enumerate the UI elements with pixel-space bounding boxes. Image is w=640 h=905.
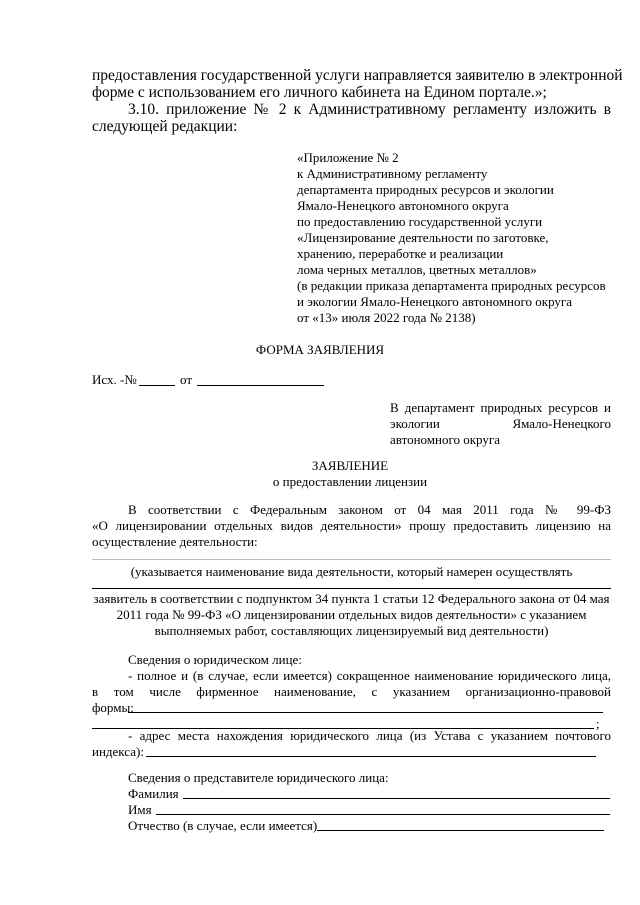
appendix-line-6: «Лицензирование деятельности по заготовке, xyxy=(297,230,549,245)
addressee-line-2a: экологии xyxy=(390,416,440,431)
appendix-line-10: и экологии Ямало-Ненецкого автономного округа xyxy=(297,294,573,309)
appendix-line-9: (в редакции приказа департамента природных ресурсов xyxy=(297,278,606,293)
appendix-line-2: к Административному регламенту xyxy=(297,166,488,181)
appendix-line-1: «Приложение № 2 xyxy=(297,150,399,165)
ref-prefix: Исх. -№ xyxy=(92,372,137,387)
addressee-line-1: В департамент природных ресурсов и xyxy=(390,400,611,415)
statement-title: ЗАЯВЛЕНИЕ xyxy=(311,458,389,473)
appendix-line-4: Ямало-Ненецкого автономного округа xyxy=(297,198,509,213)
activity-hint-2-line-2: 2011 года № 99-ФЗ «О лицензировании отдельных видов деятельности» с указанием xyxy=(116,607,587,622)
representative-name-label: Имя xyxy=(128,802,152,817)
representative-name-field[interactable] xyxy=(156,814,610,815)
statement-para-line-2: «О лицензировании отдельных видов деятельности» прошу предоставить лицензию на xyxy=(92,518,611,533)
appendix-line-11: от «13» июля 2022 года № 2138) xyxy=(297,310,476,325)
intro-line-1: предоставления государственной услуги направляется заявителю в электронной xyxy=(92,67,623,84)
representative-heading: Сведения о представителе юридического лица: xyxy=(128,770,389,785)
addressee-line-2b: Ямало-Ненецкого xyxy=(512,416,611,431)
addressee-line-3: автономного округа xyxy=(390,432,500,447)
statement-para-line-1: В соответствии с Федеральным законом от 04 мая 2011 года № 99-ФЗ xyxy=(128,502,611,517)
statement-subtitle: о предоставлении лицензии xyxy=(272,474,428,489)
activity-hint-2-line-3: выполняемых работ, составляющих лицензируемый вид деятельности) xyxy=(154,623,549,638)
appendix-line-7: хранению, переработке и реализации xyxy=(297,246,504,261)
intro-line-4: следующей редакции: xyxy=(92,118,238,135)
legal-entity-name-line-2: в том числе фирменное наименование, с указанием организационно-правовой xyxy=(92,684,611,699)
legal-entity-name-field-1[interactable] xyxy=(128,712,603,713)
legal-entity-name-line-3: формы: xyxy=(92,700,134,715)
appendix-line-3: департамента природных ресурсов и экологии xyxy=(297,182,554,197)
intro-line-3: 3.10. приложение № 2 к Административному регламенту изложить в xyxy=(128,101,611,118)
activity-hint-2-line-1: заявитель в соответствии с подпунктом 34 пункта 1 статьи 12 Федерального закона от 04 мая xyxy=(93,591,610,606)
activity-hint: (указывается наименование вида деятельности, который намерен осуществлять xyxy=(130,564,573,579)
legal-entity-name-semicolon: ; xyxy=(596,716,600,731)
ref-number-field[interactable] xyxy=(139,385,175,386)
legal-entity-address-line-2: индекса): xyxy=(92,744,144,759)
form-title: ФОРМА ЗАЯВЛЕНИЯ xyxy=(255,342,385,357)
legal-entity-heading: Сведения о юридическом лице: xyxy=(128,652,302,667)
intro-line-2: форме с использованием его личного кабинета на Едином портале.»; xyxy=(92,84,547,101)
representative-patronymic-field[interactable] xyxy=(317,830,604,831)
legal-entity-address-field[interactable] xyxy=(146,756,596,757)
appendix-line-8: лома черных металлов, цветных металлов» xyxy=(297,262,537,277)
representative-surname-label: Фамилия xyxy=(128,786,179,801)
appendix-line-5: по предоставлению государственной услуги xyxy=(297,214,543,229)
statement-para-line-3: осуществление деятельности: xyxy=(92,534,258,549)
activity-field-top[interactable] xyxy=(92,559,611,560)
ref-from-label: от xyxy=(180,372,193,387)
ref-date-field[interactable] xyxy=(197,385,324,386)
legal-entity-name-line-1: - полное и (в случае, если имеется) сокращенное наименование юридического лица, xyxy=(128,668,611,683)
representative-patronymic-label: Отчество (в случае, если имеется) xyxy=(128,818,318,833)
activity-field-bottom[interactable] xyxy=(92,588,611,589)
representative-surname-field[interactable] xyxy=(183,798,610,799)
legal-entity-address-line-1: - адрес места нахождения юридического лица (из Устава с указанием почтового xyxy=(128,728,611,743)
